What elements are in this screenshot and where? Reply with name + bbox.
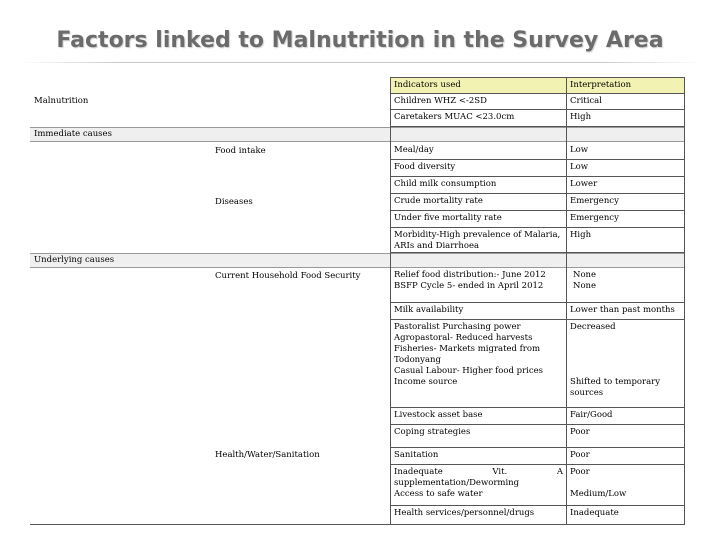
table-row: [567, 303, 684, 320]
indicator-cell: Food diversity: [394, 162, 456, 172]
indicator-cell-line: Morbidity-High prevalence of Malaria,: [394, 230, 561, 240]
underlying-causes-label: Underlying causes: [34, 255, 115, 265]
table-row: [567, 194, 684, 211]
table-right-border: [684, 77, 685, 525]
indicator-cell: Sanitation: [394, 450, 439, 460]
table-row: [391, 177, 566, 194]
interpretation-cell: Lower than past months: [570, 305, 675, 315]
table-row: [567, 465, 684, 506]
underlying-causes-band: [30, 253, 685, 268]
indicator-cell-line: Income source: [394, 377, 458, 387]
interpretation-header: Interpretation: [566, 77, 685, 94]
table-row: [391, 110, 566, 127]
indicator-cell-line: Agropastoral- Reduced harvests: [394, 333, 533, 343]
indicator-cell-line: Todonyang: [394, 355, 441, 365]
interpretation-cell: Emergency: [570, 213, 619, 223]
interpretation-cell-line: Medium/Low: [570, 489, 627, 499]
table-row: [391, 143, 566, 160]
indicator-cell: Health services/personnel/drugs: [394, 508, 535, 518]
table-row: [567, 320, 684, 408]
interpretation-cell: High: [570, 230, 592, 240]
interpretation-cell: Low: [570, 145, 589, 155]
interpretation-cell-line: Decreased: [570, 322, 616, 332]
table-row: [567, 228, 684, 253]
interpretation-cell: Poor: [570, 450, 590, 460]
interpretation-cell: Emergency: [570, 196, 619, 206]
diseases-label: Diseases: [215, 197, 253, 207]
table-row: [391, 465, 566, 506]
indicator-cell: Coping strategies: [394, 427, 471, 437]
indicator-word: Inadequate: [394, 467, 443, 477]
indicator-cell-line: Pastoralist Purchasing power: [394, 322, 521, 332]
table-bottom-border: [30, 524, 685, 525]
indicator-cell: Under five mortality rate: [394, 213, 502, 223]
interpretation-cell: Critical: [570, 96, 602, 106]
interpretation-cell: Inadequate: [570, 508, 619, 518]
table-row: [391, 194, 566, 211]
indicator-cell-line: Fisheries- Markets migrated from: [394, 344, 541, 354]
indicator-cell: Milk availability: [394, 305, 464, 315]
health-water-sanitation-label: Health/Water/Sanitation: [215, 450, 320, 460]
indicator-cell-line: Relief food distribution:- June 2012: [394, 270, 546, 280]
interpretation-cell-line: None: [573, 281, 597, 291]
table-row: [391, 94, 566, 110]
indicator-cell: Caretakers MUAC <23.0cm: [394, 112, 515, 122]
table-row: [567, 506, 684, 525]
table-row: [567, 110, 684, 127]
table-row: [391, 228, 566, 253]
malnutrition-label: Malnutrition: [34, 96, 89, 106]
table-row: [391, 408, 566, 425]
table-row: [391, 211, 566, 228]
food-intake-label: Food intake: [215, 146, 266, 156]
table-row: [567, 268, 684, 303]
table-row: [567, 448, 684, 465]
interpretation-cell: Low: [570, 162, 589, 172]
indicator-cell-line: BSFP Cycle 5- ended in April 2012: [394, 281, 544, 291]
interpretation-cell: Lower: [570, 179, 598, 189]
indicator-cell: Child milk consumption: [394, 179, 497, 189]
table-row: [391, 425, 566, 448]
table-row: [567, 211, 684, 228]
interpretation-cell: Poor: [570, 427, 590, 437]
interpretation-cell: High: [570, 112, 592, 122]
indicator-cell: Meal/day: [394, 145, 434, 155]
table-row: [391, 506, 566, 525]
indicator-word: Vit.: [492, 467, 508, 477]
table-row: [567, 94, 684, 110]
indicators-header: Indicators used: [390, 77, 567, 94]
indicator-word: A: [556, 467, 563, 477]
table-row: [391, 448, 566, 465]
indicator-cell: Crude mortality rate: [394, 196, 483, 206]
table-row: [567, 160, 684, 177]
table-row: [391, 268, 566, 303]
table-row: [391, 303, 566, 320]
table-row: [567, 177, 684, 194]
immediate-causes-label: Immediate causes: [34, 129, 112, 139]
table-row: [567, 425, 684, 448]
interpretation-cell: Fair/Good: [570, 410, 613, 420]
indicator-cell: Children WHZ <-2SD: [394, 96, 487, 106]
indicator-cell: Livestock asset base: [394, 410, 483, 420]
immediate-causes-band: [30, 127, 685, 142]
title-divider: [18, 62, 702, 63]
indicator-cell-line: supplementation/Deworming: [394, 478, 520, 488]
indicator-cell-line: Casual Labour- Higher food prices: [394, 366, 544, 376]
household-food-security-label: Current Household Food Security: [215, 271, 361, 281]
table-row: [391, 320, 566, 408]
table-row: [567, 143, 684, 160]
table-row: [391, 160, 566, 177]
table-row: [567, 408, 684, 425]
indicator-cell-line: [394, 467, 563, 478]
interpretation-cell-line: None: [573, 270, 597, 280]
indicator-cell-line: Access to safe water: [394, 489, 483, 499]
indicator-cell-line: ARIs and Diarrhoea: [394, 241, 480, 251]
interpretation-cell-line: sources: [570, 388, 604, 398]
interpretation-cell-line: Shifted to temporary: [570, 377, 661, 387]
interpretation-cell-line: Poor: [570, 467, 590, 477]
page-title: Factors linked to Malnutrition in the Survey Area: [56, 28, 664, 53]
